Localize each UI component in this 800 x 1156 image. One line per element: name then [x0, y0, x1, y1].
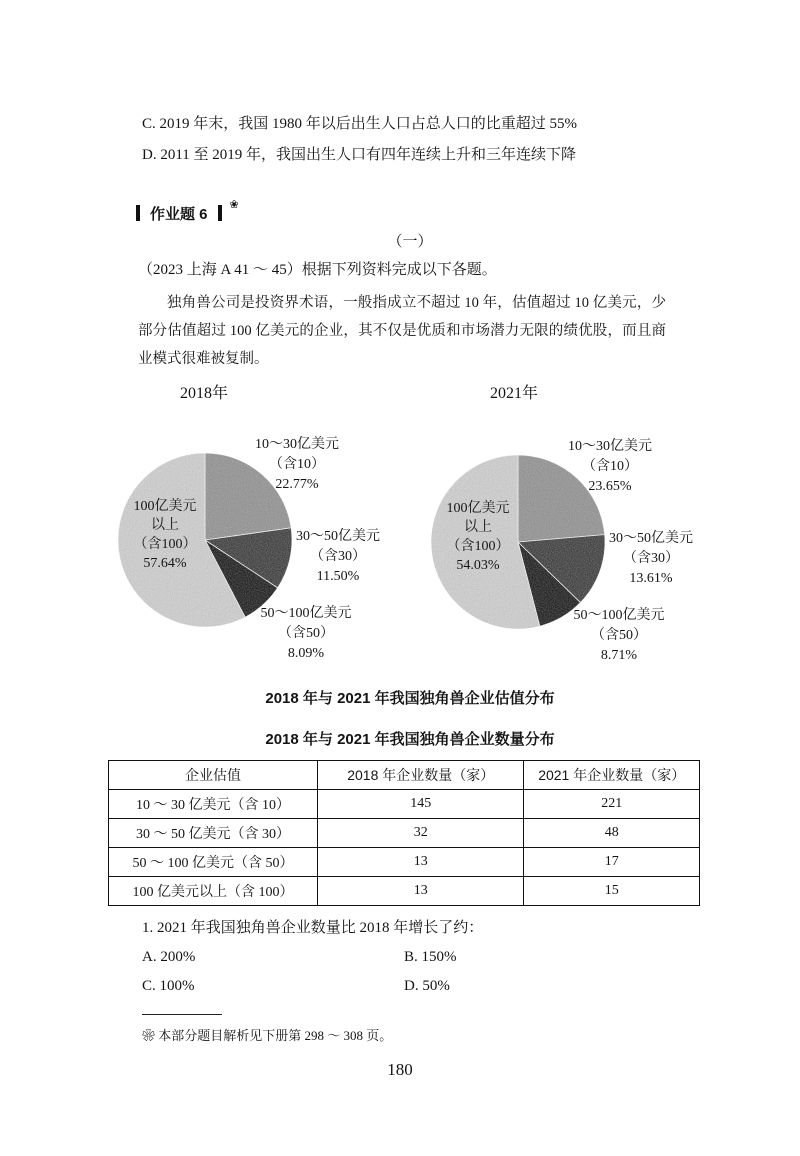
table-title: 2018 年与 2021 年我国独角兽企业数量分布: [265, 731, 555, 748]
pie-slice-percent-label: 22.77%: [275, 477, 319, 492]
pie-slice-percent-label: 11.50%: [316, 569, 360, 584]
pie-slice-category-label: （含100）: [446, 539, 510, 554]
option-d: D. 50%: [404, 978, 450, 994]
chart-caption: 2018 年与 2021 年我国独角兽企业估值分布: [265, 690, 555, 707]
table-cell: 50 ～ 100 亿美元（含 50）: [109, 848, 318, 877]
pie-slice-category-label: 30～50亿美元: [296, 529, 380, 544]
option-c: C. 100%: [142, 978, 195, 994]
section-bar-left: [136, 205, 140, 221]
pie-slice-category-label: 30～50亿美元: [609, 531, 693, 546]
table-header: 2021 年企业数量（家）: [524, 761, 700, 790]
pie-slice-category-label: 100亿美元: [446, 501, 510, 516]
pie-chart-2: [431, 438, 693, 663]
pie-slice-category-label: （含10）: [269, 457, 325, 472]
pie-slice-percent-label: 57.64%: [143, 556, 187, 571]
table-cell: 10 ～ 30 亿美元（含 10）: [109, 790, 318, 819]
option-b: B. 150%: [404, 949, 457, 965]
pie-slice-category-label: 10～30亿美元: [568, 439, 652, 454]
pie-slice-category-label: （含100）: [133, 537, 197, 552]
table-cell: 221: [524, 790, 700, 819]
footnote-rule: [142, 1014, 222, 1015]
table-cell: 13: [318, 848, 524, 877]
pie-slice-percent-label: 13.61%: [629, 571, 673, 586]
footnote-marker-icon: ❀: [142, 1028, 156, 1043]
part-number: （一）: [387, 234, 433, 250]
pie-slice-category-label: 以上: [464, 520, 492, 535]
pie-slice-category-label: （含50）: [591, 628, 647, 643]
table-cell: 32: [318, 819, 524, 848]
pie-slice-category-label: （含30）: [623, 551, 679, 566]
pie-slice-category-label: 10～30亿美元: [255, 437, 339, 452]
chart-title-2018: 2018年: [180, 385, 229, 402]
table-header: 2018 年企业数量（家）: [318, 761, 524, 790]
pie-charts: [0, 400, 800, 680]
table-cell: 15: [524, 877, 700, 906]
table-cell: 145: [318, 790, 524, 819]
footnote-marker-icon: ❀: [229, 198, 239, 211]
table-row: [109, 819, 700, 848]
table-header-row: [109, 761, 700, 790]
option-a: A. 200%: [142, 949, 196, 965]
intro-paragraph: 独角兽公司是投资界术语，一般指成立不超过 10 年，估值超过 10 亿美元，少部分估值超过 100 亿美元的企业，其不仅是优质和市场潜力无限的绩优股，而且商业模式很难被复制。: [138, 295, 666, 367]
pie-chart-1: [118, 436, 380, 661]
pie-slice-percent-label: 23.65%: [588, 479, 632, 494]
pie-slice-percent-label: 8.71%: [600, 648, 638, 663]
table-row: [109, 877, 700, 906]
pie-slice-category-label: （含50）: [278, 626, 334, 641]
pie-slice-category-label: （含10）: [582, 459, 638, 474]
pie-slice-category-label: （含30）: [310, 549, 366, 564]
table-cell: 13: [318, 877, 524, 906]
pie-slice-category-label: 50～100亿美元: [260, 606, 352, 621]
table-cell: 100 亿美元以上（含 100）: [109, 877, 318, 906]
pie-slice-category-label: 100亿美元: [133, 499, 197, 514]
table-cell: 30 ～ 50 亿美元（含 30）: [109, 819, 318, 848]
question-source: （2023 上海 A 41 ～ 45）根据下列资料完成以下各题。: [138, 262, 497, 278]
table-cell: 17: [524, 848, 700, 877]
page-number: 180: [387, 1060, 413, 1079]
chart-title-2021: 2021年: [490, 385, 539, 402]
footnote-text: 本部分题目解析见下册第 298 ～ 308 页。: [158, 1028, 393, 1043]
section-title: 作业题 6: [150, 205, 208, 223]
option-c-prev: C. 2019 年末，我国 1980 年以后出生人口占总人口的比重超过 55%: [142, 116, 578, 132]
section-bar-right: [218, 205, 222, 221]
section-header: [136, 198, 239, 224]
table-header: 企业估值: [109, 761, 318, 790]
pie-slice-category-label: 以上: [151, 518, 179, 533]
option-d-prev: D. 2011 至 2019 年，我国出生人口有四年连续上升和三年连续下降: [142, 147, 577, 163]
pie-slice-category-label: 50～100亿美元: [573, 608, 665, 623]
table-row: [109, 790, 700, 819]
data-table: [108, 760, 700, 906]
question-stem: 1. 2021 年我国独角兽企业数量比 2018 年增长了约：: [142, 920, 484, 936]
pie-slice-percent-label: 8.09%: [287, 646, 325, 661]
table-row: [109, 848, 700, 877]
pie-slice-percent-label: 54.03%: [456, 558, 500, 573]
footnote: [142, 1025, 392, 1044]
table-cell: 48: [524, 819, 700, 848]
